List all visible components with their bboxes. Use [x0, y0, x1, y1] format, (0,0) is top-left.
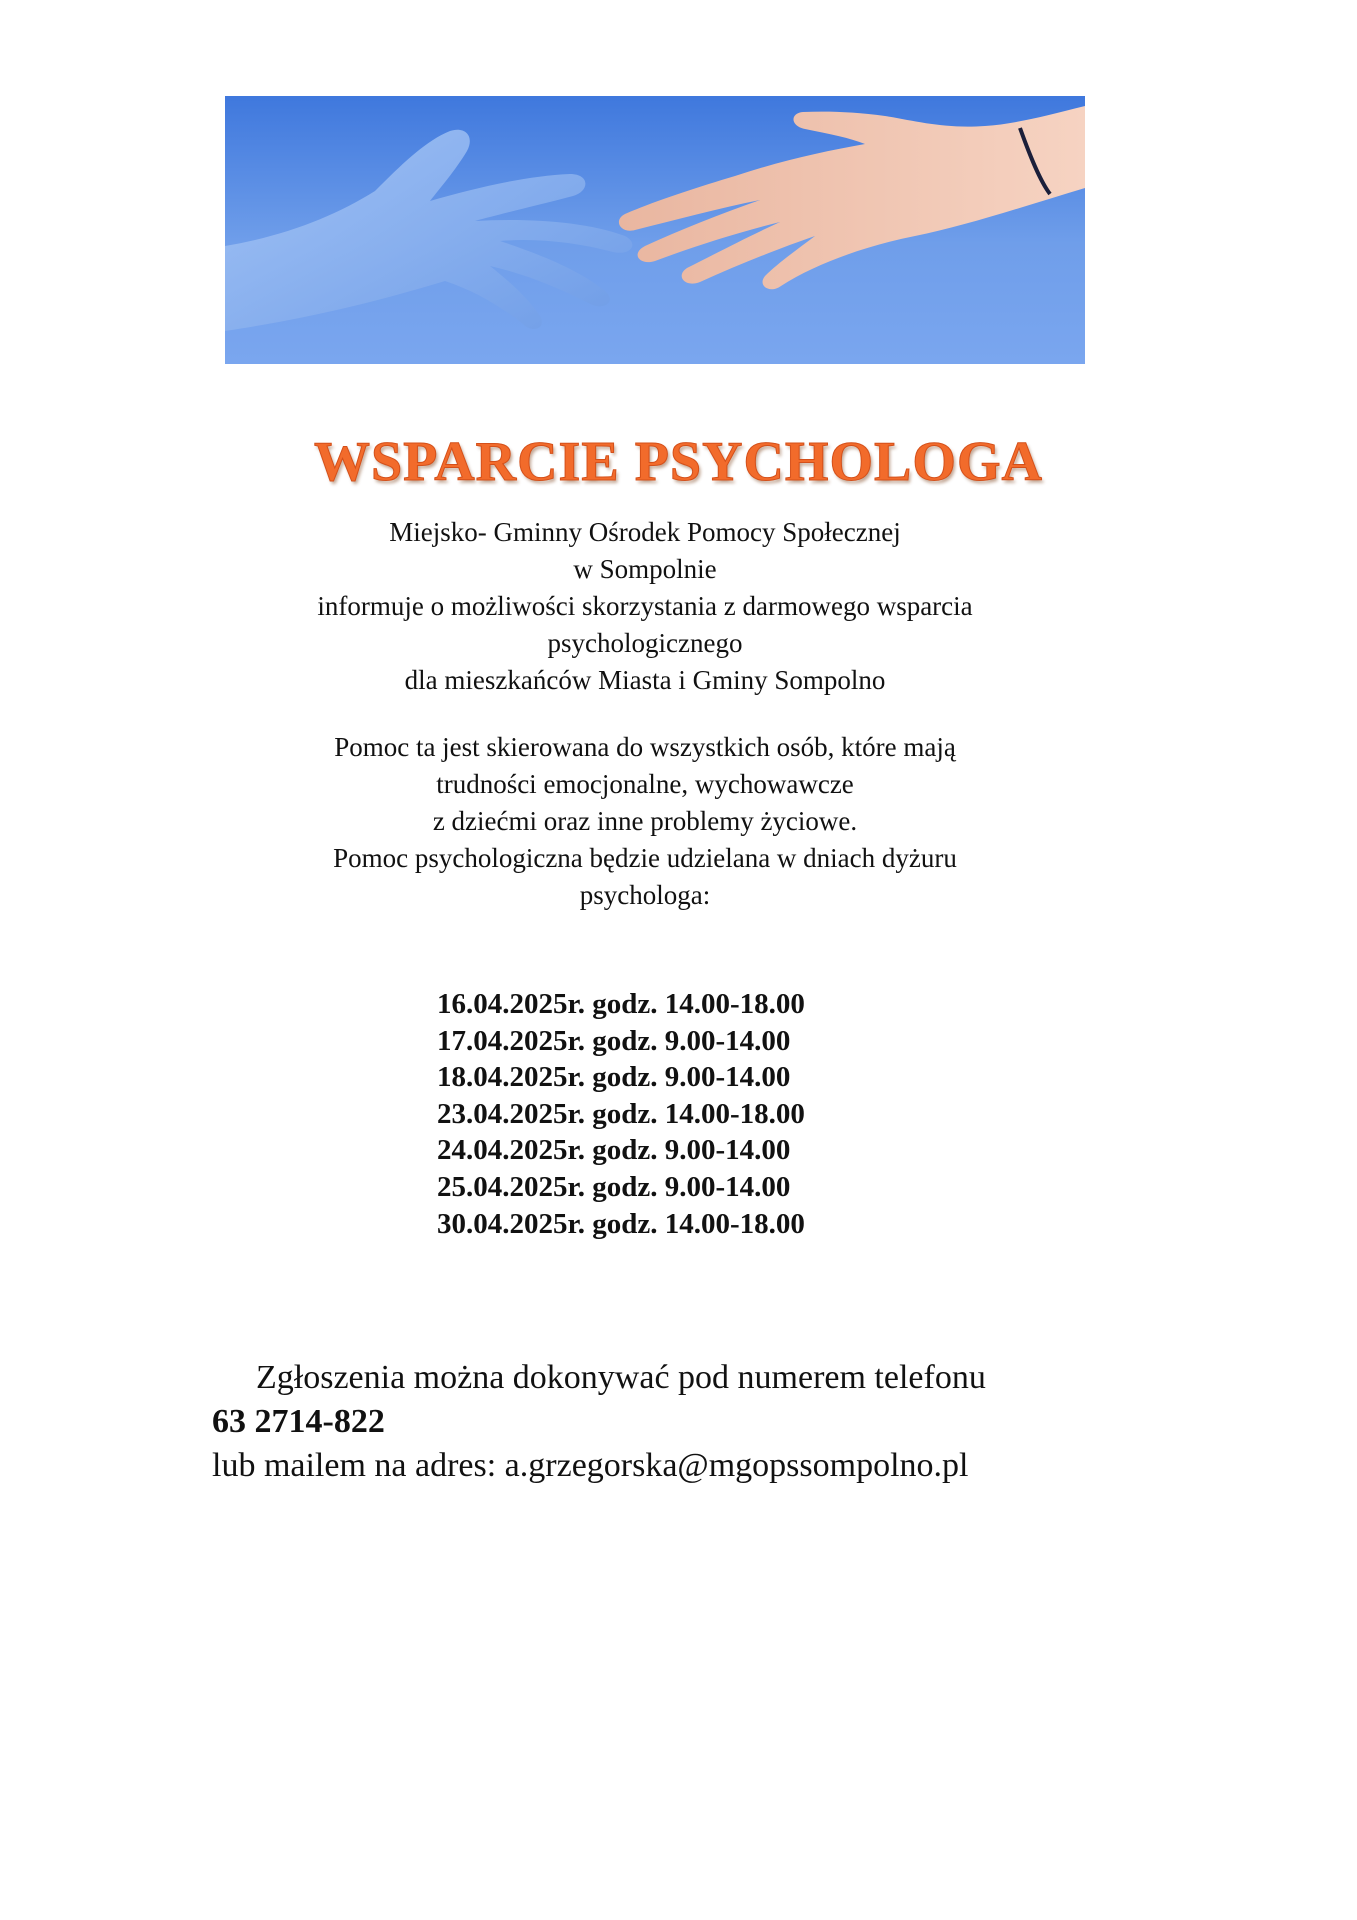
contact-intro: Zgłoszenia można dokonywać pod numerem telefonu: [256, 1359, 986, 1396]
banner-image: [225, 96, 1085, 364]
info-line: z dziećmi oraz inne problemy życiowe.: [432, 806, 858, 836]
schedule-item: 23.04.2025r. godz. 14.00-18.00: [437, 1097, 805, 1130]
schedule-item: 18.04.2025r. godz. 9.00-14.00: [437, 1061, 791, 1094]
intro-line: w Sompolnie: [573, 554, 717, 584]
info-text: [0, 729, 1290, 914]
intro-line: dla mieszkańców Miasta i Gminy Sompolno: [404, 665, 886, 695]
schedule-item: 17.04.2025r. godz. 9.00-14.00: [437, 1024, 791, 1057]
schedule-item: 30.04.2025r. godz. 14.00-18.00: [437, 1207, 805, 1240]
email-line: lub mailem na adres: a.grzegorska@mgopssompolno.pl: [212, 1447, 969, 1484]
intro-line: psychologicznego: [547, 628, 743, 658]
info-line: Pomoc psychologiczna będzie udzielana w dniach dyżuru: [333, 843, 957, 873]
schedule-list: [437, 986, 805, 1242]
hands-reaching-icon: [225, 96, 1085, 364]
intro-line: informuje o możliwości skorzystania z darmowego wsparcia: [317, 591, 973, 621]
phone-number: 63 2714-822: [212, 1403, 385, 1440]
schedule-item: 16.04.2025r. godz. 14.00-18.00: [437, 988, 805, 1020]
info-line: Pomoc ta jest skierowana do wszystkich osób, które mają: [334, 732, 956, 762]
page-title: WSPARCIE PSYCHOLOGA: [314, 431, 1043, 493]
intro-line: Miejsko- Gminny Ośrodek Pomocy Społecznej: [389, 517, 901, 547]
intro-text: [0, 514, 1290, 699]
info-line: psychologa:: [579, 880, 711, 910]
contact-section: [212, 1356, 986, 1488]
schedule-item: 25.04.2025r. godz. 9.00-14.00: [437, 1170, 791, 1203]
info-line: trudności emocjonalne, wychowawcze: [436, 769, 854, 799]
schedule-item: 24.04.2025r. godz. 9.00-14.00: [437, 1134, 791, 1167]
